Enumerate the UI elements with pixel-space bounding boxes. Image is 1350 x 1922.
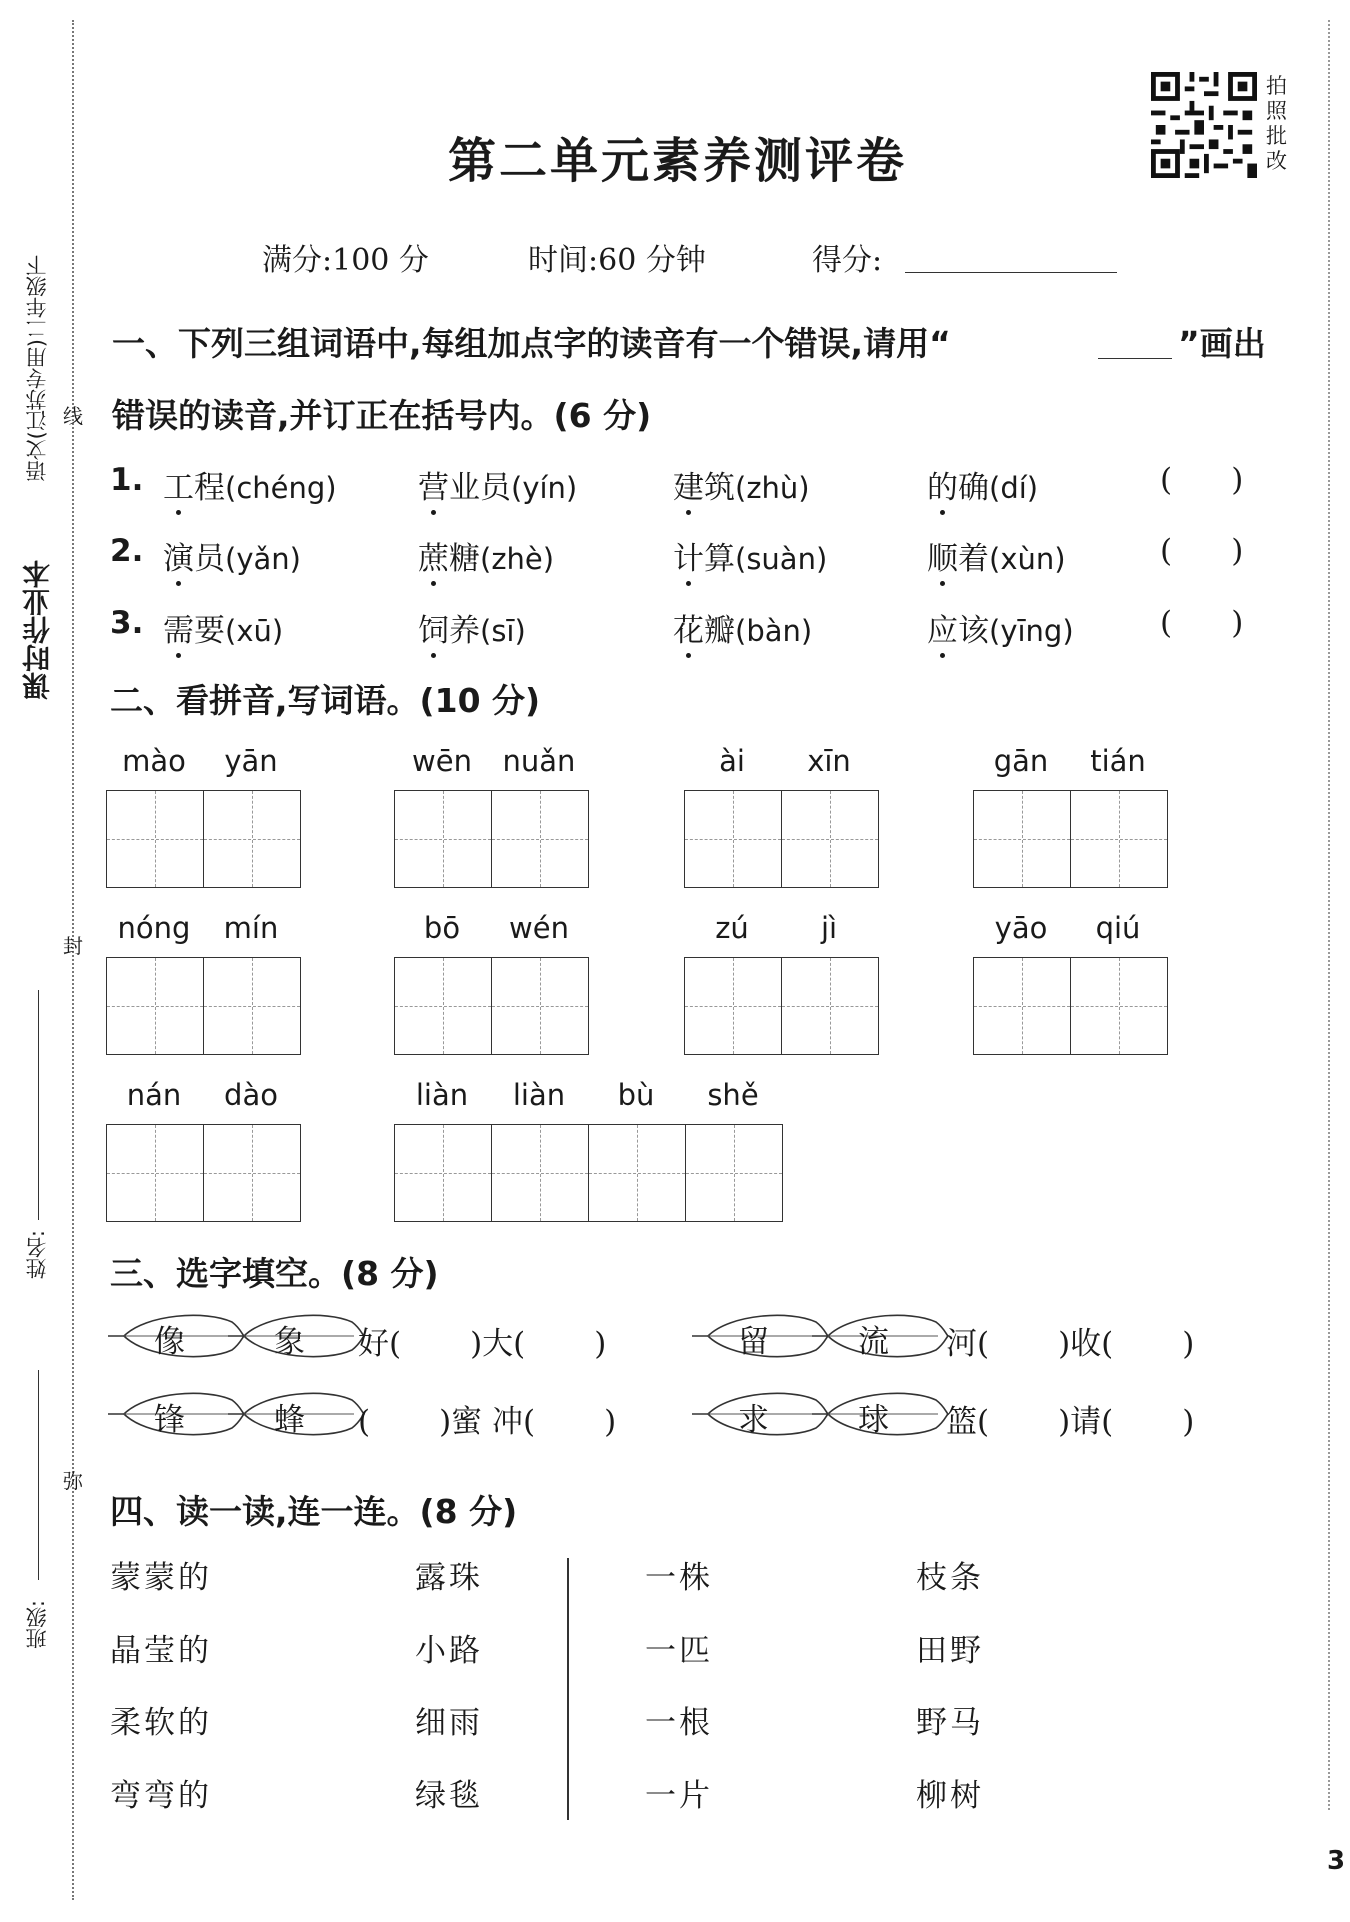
pinyin-reading: (suàn) [735, 542, 828, 576]
dotted-char: 饲 [418, 605, 449, 650]
pinyin-syllable: ài [719, 744, 745, 778]
pinyin-word-item [418, 533, 554, 578]
writing-grid[interactable] [394, 957, 589, 1055]
word-rest: 瓣 [704, 613, 735, 649]
dotted-char: 建 [673, 462, 704, 507]
pinyin-syllable: nuǎn [502, 744, 576, 778]
match-word[interactable]: 露珠 [415, 1560, 483, 1596]
pinyin-syllable: wén [509, 911, 569, 945]
pinyin-syllable: bù [617, 1078, 655, 1112]
pinyin-reading: (chéng) [225, 471, 337, 505]
page-title: 第二单元素养测评卷 [448, 133, 908, 189]
match-word[interactable]: 细雨 [415, 1705, 483, 1741]
pinyin-syllable: liàn [512, 1078, 566, 1112]
pinyin-word-item [163, 605, 283, 650]
pinyin-word-item [927, 605, 1074, 650]
dotted-char: 蔗 [418, 533, 449, 578]
side-mi-char: 弥 [63, 1469, 83, 1493]
pinyin-reading: (xū) [225, 614, 284, 648]
leaf-option-char[interactable]: 流 [858, 1324, 889, 1360]
word-rest: 业员 [449, 470, 511, 506]
question-number: 2. [110, 533, 144, 569]
tianzige-cell[interactable] [781, 791, 878, 887]
section1-line1: 一、下列三组词语中,每组加点字的读音有一个错误,请用“ [112, 324, 951, 363]
dotted-char: 顺 [927, 533, 958, 578]
pinyin-word-item [673, 605, 812, 650]
writing-grid[interactable] [106, 1124, 301, 1222]
word-rest: 该 [958, 613, 989, 649]
tianzige-cell[interactable] [685, 1125, 782, 1221]
match-word[interactable]: 野马 [916, 1705, 984, 1741]
tianzige-cell[interactable] [203, 791, 300, 887]
match-word[interactable]: 柔软的 [110, 1705, 212, 1741]
dotted-char: 演 [163, 533, 194, 578]
pinyin-syllable: dào [224, 1078, 278, 1112]
writing-grid[interactable] [394, 790, 589, 888]
match-word[interactable]: 一根 [645, 1705, 713, 1741]
answer-bracket[interactable]: ( ) [1160, 462, 1244, 498]
pinyin-reading: (sī) [480, 614, 526, 648]
matching-divider [567, 1558, 569, 1820]
pinyin-reading: (yín) [511, 471, 578, 505]
match-word[interactable]: 绿毯 [415, 1778, 483, 1814]
leaf-option-char[interactable]: 球 [858, 1402, 889, 1438]
tianzige-cell[interactable] [395, 1125, 491, 1221]
tianzige-cell[interactable] [685, 958, 781, 1054]
tianzige-cell[interactable] [395, 791, 491, 887]
tianzige-cell[interactable] [107, 958, 203, 1054]
answer-bracket[interactable]: ( ) [1160, 605, 1244, 641]
match-word[interactable]: 晶莹的 [110, 1633, 212, 1669]
dotted-char: 花 [673, 605, 704, 650]
pinyin-word-item [163, 462, 337, 507]
pinyin-syllable: jì [820, 911, 838, 945]
word-rest: 员 [194, 541, 225, 577]
word-rest: 糖 [449, 541, 480, 577]
pinyin-reading: (xùn) [989, 542, 1066, 576]
pinyin-word-item [163, 533, 301, 578]
dotted-char: 应 [927, 605, 958, 650]
match-word[interactable]: 一株 [645, 1560, 713, 1596]
fill-in-blanks[interactable]: 好( )大( ) [358, 1326, 607, 1362]
writing-grid[interactable] [106, 790, 301, 888]
tianzige-cell[interactable] [974, 791, 1070, 887]
pinyin-word-item [673, 533, 827, 578]
tianzige-cell[interactable] [588, 1125, 685, 1221]
binding-dotted-line [72, 20, 74, 1900]
section1-underline-sample [1098, 358, 1172, 359]
pinyin-syllable: mín [223, 911, 279, 945]
leaf-option-char[interactable]: 留 [738, 1324, 769, 1360]
side-class-line [38, 1370, 39, 1580]
pinyin-reading: (yǎn) [225, 542, 301, 576]
qr-code-icon [1150, 72, 1258, 178]
pinyin-syllable: liàn [415, 1078, 469, 1112]
qr-caption: 拍 照 批 改 [1266, 74, 1287, 173]
question-number: 1. [110, 462, 144, 498]
match-word[interactable]: 蒙蒙的 [110, 1560, 212, 1596]
writing-grid[interactable] [684, 957, 879, 1055]
match-word[interactable]: 一匹 [645, 1633, 713, 1669]
fill-in-blanks[interactable]: 篮( )请( ) [946, 1404, 1195, 1440]
writing-grid[interactable] [973, 790, 1168, 888]
tianzige-cell[interactable] [491, 958, 588, 1054]
tianzige-cell[interactable] [491, 1125, 588, 1221]
side-seal-char: 封 [63, 934, 83, 958]
side-subject: 语文(江苏专用)二年级下 [25, 255, 49, 482]
section3-heading: 三、选字填空。(8 分) [110, 1254, 439, 1293]
tianzige-cell[interactable] [974, 958, 1070, 1054]
dotted-char: 营 [418, 462, 449, 507]
section2-heading: 二、看拼音,写词语。(10 分) [110, 681, 541, 720]
pinyin-syllable: mào [122, 744, 186, 778]
pinyin-syllable: xīn [807, 744, 851, 778]
pinyin-syllable: nán [126, 1078, 182, 1112]
match-word[interactable]: 田野 [916, 1633, 984, 1669]
section4-heading: 四、读一读,连一连。(8 分) [110, 1492, 518, 1531]
pinyin-reading: (bàn) [735, 614, 813, 648]
word-rest: 算 [704, 541, 735, 577]
word-rest: 筑 [704, 470, 735, 506]
writing-grid[interactable] [684, 790, 879, 888]
pinyin-reading: (zhù) [735, 471, 810, 505]
match-word[interactable]: 枝条 [916, 1560, 984, 1596]
full-score: 满分:100 分 [262, 243, 429, 278]
match-word[interactable]: 一片 [645, 1778, 713, 1814]
page-number: 3 [1327, 1846, 1346, 1876]
pinyin-syllable: bō [423, 911, 461, 945]
pinyin-syllable: qiú [1095, 911, 1141, 945]
pinyin-word-item [418, 462, 577, 507]
word-rest: 确 [958, 470, 989, 506]
pinyin-syllable: yān [224, 744, 278, 778]
fill-in-blanks[interactable]: 河( )收( ) [946, 1326, 1195, 1362]
pinyin-syllable: zú [715, 911, 749, 945]
leaf-option-char[interactable]: 锋 [154, 1402, 185, 1438]
word-rest: 着 [958, 541, 989, 577]
pinyin-word-item [418, 605, 526, 650]
dotted-char: 计 [673, 533, 704, 578]
right-dotted-line [1328, 20, 1330, 1810]
section1-line2: 错误的读音,并订正在括号内。(6 分) [112, 396, 652, 435]
word-rest: 要 [194, 613, 225, 649]
side-line-char: 线 [63, 404, 83, 428]
pinyin-reading: (zhè) [480, 542, 555, 576]
word-rest: 程 [194, 470, 225, 506]
side-name-line [38, 990, 39, 1220]
pinyin-syllable: wēn [412, 744, 472, 778]
tianzige-cell[interactable] [491, 791, 588, 887]
pinyin-syllable: yāo [994, 911, 1048, 945]
time-limit: 时间:60 分钟 [528, 243, 706, 278]
pinyin-word-item [673, 462, 810, 507]
leaf-option-char[interactable]: 求 [738, 1402, 769, 1438]
writing-grid[interactable] [973, 957, 1168, 1055]
pinyin-reading: (yīng) [989, 614, 1074, 648]
tianzige-cell[interactable] [1070, 791, 1167, 887]
tianzige-cell[interactable] [1070, 958, 1167, 1054]
tianzige-cell[interactable] [781, 958, 878, 1054]
tianzige-cell[interactable] [203, 958, 300, 1054]
pinyin-syllable: shě [707, 1078, 759, 1112]
match-word[interactable]: 弯弯的 [110, 1778, 212, 1814]
pinyin-syllable: tián [1090, 744, 1146, 778]
word-rest: 养 [449, 613, 480, 649]
match-word[interactable]: 小路 [415, 1633, 483, 1669]
fill-in-blanks[interactable]: ( )蜜 冲( ) [358, 1404, 617, 1440]
dotted-char: 的 [927, 462, 958, 507]
writing-grid[interactable] [394, 1124, 783, 1222]
tianzige-cell[interactable] [203, 1125, 300, 1221]
tianzige-cell[interactable] [107, 791, 203, 887]
score-label: 得分: [812, 243, 883, 278]
pinyin-word-item [927, 533, 1066, 578]
side-class-label: 班级: [25, 1600, 49, 1650]
dotted-char: 需 [163, 605, 194, 650]
leaf-option-char[interactable]: 象 [274, 1324, 305, 1360]
pinyin-syllable: nóng [117, 911, 191, 945]
side-name-label: 姓名: [25, 1230, 49, 1280]
side-book-title: 课时作业本 [21, 560, 54, 700]
match-word[interactable]: 柳树 [916, 1778, 984, 1814]
tianzige-cell[interactable] [395, 958, 491, 1054]
leaf-option-char[interactable]: 蜂 [274, 1402, 305, 1438]
dotted-char: 工 [163, 462, 194, 507]
writing-grid[interactable] [106, 957, 301, 1055]
pinyin-word-item [927, 462, 1038, 507]
leaf-option-char[interactable]: 像 [154, 1324, 185, 1360]
answer-bracket[interactable]: ( ) [1160, 533, 1244, 569]
tianzige-cell[interactable] [107, 1125, 203, 1221]
section1-line1-end: ”画出 [1178, 324, 1266, 363]
score-blank-line[interactable] [905, 272, 1117, 273]
pinyin-syllable: gān [993, 744, 1049, 778]
tianzige-cell[interactable] [685, 791, 781, 887]
pinyin-reading: (dí) [989, 471, 1039, 505]
question-number: 3. [110, 605, 144, 641]
